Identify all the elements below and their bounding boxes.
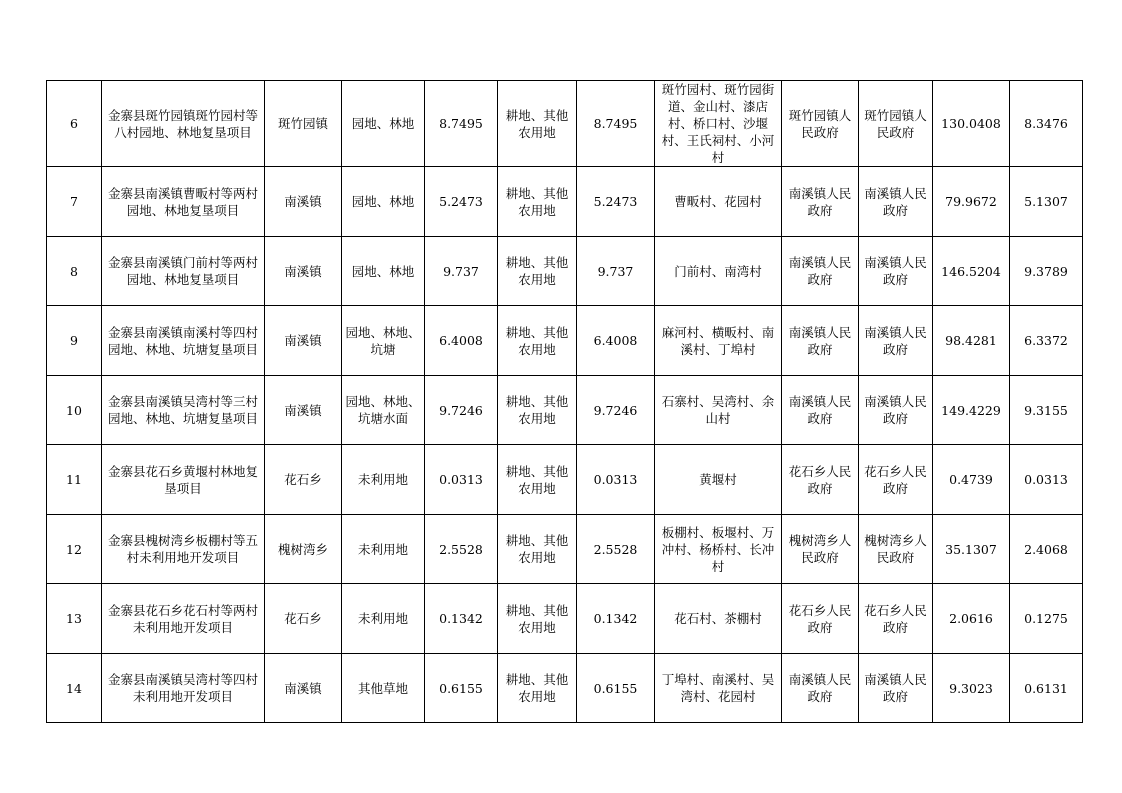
value-b: 5.1307 xyxy=(1010,167,1083,237)
town-name: 南溪镇 xyxy=(265,237,342,306)
value-a: 146.5204 xyxy=(933,237,1010,306)
table-row xyxy=(47,654,1083,723)
area-value: 5.2473 xyxy=(425,167,498,237)
new-land-type: 耕地、其他农用地 xyxy=(498,376,577,445)
land-type: 园地、林地 xyxy=(342,81,425,167)
row-number: 6 xyxy=(47,81,102,167)
new-area-value: 8.7495 xyxy=(577,81,655,167)
row-number: 13 xyxy=(47,584,102,654)
project-name: 金寨县南溪镇吴湾村等三村园地、林地、坑塘复垦项目 xyxy=(102,376,265,445)
value-b: 9.3155 xyxy=(1010,376,1083,445)
table-row xyxy=(47,376,1083,445)
new-area-value: 2.5528 xyxy=(577,515,655,584)
new-land-type: 耕地、其他农用地 xyxy=(498,584,577,654)
village-list: 门前村、南湾村 xyxy=(655,237,782,306)
new-land-type: 耕地、其他农用地 xyxy=(498,515,577,584)
new-area-value: 0.0313 xyxy=(577,445,655,515)
table-row xyxy=(47,81,1083,167)
project-name: 金寨县花石乡花石村等两村未利用地开发项目 xyxy=(102,584,265,654)
responsible-unit: 南溪镇人民政府 xyxy=(782,376,859,445)
table-row xyxy=(47,515,1083,584)
village-list: 麻河村、横畈村、南溪村、丁埠村 xyxy=(655,306,782,376)
value-b: 0.1275 xyxy=(1010,584,1083,654)
table-row xyxy=(47,584,1083,654)
project-name: 金寨县南溪镇门前村等两村园地、林地复垦项目 xyxy=(102,237,265,306)
implementing-unit: 槐树湾乡人民政府 xyxy=(859,515,933,584)
value-b: 9.3789 xyxy=(1010,237,1083,306)
land-type: 其他草地 xyxy=(342,654,425,723)
new-land-type: 耕地、其他农用地 xyxy=(498,445,577,515)
town-name: 南溪镇 xyxy=(265,167,342,237)
project-name: 金寨县南溪镇吴湾村等四村未利用地开发项目 xyxy=(102,654,265,723)
new-land-type: 耕地、其他农用地 xyxy=(498,167,577,237)
area-value: 9.7246 xyxy=(425,376,498,445)
village-list: 斑竹园村、斑竹园街道、金山村、漆店村、桥口村、沙堰村、王氏祠村、小河村 xyxy=(655,81,782,167)
table-row xyxy=(47,445,1083,515)
row-number: 11 xyxy=(47,445,102,515)
new-area-value: 9.737 xyxy=(577,237,655,306)
area-value: 6.4008 xyxy=(425,306,498,376)
responsible-unit: 南溪镇人民政府 xyxy=(782,167,859,237)
row-number: 10 xyxy=(47,376,102,445)
responsible-unit: 槐树湾乡人民政府 xyxy=(782,515,859,584)
town-name: 南溪镇 xyxy=(265,306,342,376)
row-number: 8 xyxy=(47,237,102,306)
new-area-value: 6.4008 xyxy=(577,306,655,376)
table-row xyxy=(47,237,1083,306)
new-area-value: 5.2473 xyxy=(577,167,655,237)
town-name: 花石乡 xyxy=(265,445,342,515)
project-table xyxy=(46,80,1083,723)
new-land-type: 耕地、其他农用地 xyxy=(498,306,577,376)
table-row xyxy=(47,306,1083,376)
value-b: 6.3372 xyxy=(1010,306,1083,376)
land-type: 园地、林地 xyxy=(342,237,425,306)
implementing-unit: 南溪镇人民政府 xyxy=(859,167,933,237)
new-area-value: 9.7246 xyxy=(577,376,655,445)
village-list: 花石村、茶棚村 xyxy=(655,584,782,654)
land-type: 未利用地 xyxy=(342,584,425,654)
value-a: 35.1307 xyxy=(933,515,1010,584)
town-name: 南溪镇 xyxy=(265,654,342,723)
implementing-unit: 南溪镇人民政府 xyxy=(859,306,933,376)
implementing-unit: 花石乡人民政府 xyxy=(859,584,933,654)
value-a: 79.9672 xyxy=(933,167,1010,237)
project-name: 金寨县南溪镇曹畈村等两村园地、林地复垦项目 xyxy=(102,167,265,237)
land-type: 未利用地 xyxy=(342,445,425,515)
village-list: 曹畈村、花园村 xyxy=(655,167,782,237)
project-name: 金寨县斑竹园镇斑竹园村等八村园地、林地复垦项目 xyxy=(102,81,265,167)
implementing-unit: 花石乡人民政府 xyxy=(859,445,933,515)
project-name: 金寨县槐树湾乡板棚村等五村未利用地开发项目 xyxy=(102,515,265,584)
new-land-type: 耕地、其他农用地 xyxy=(498,237,577,306)
implementing-unit: 南溪镇人民政府 xyxy=(859,237,933,306)
project-name: 金寨县花石乡黄堰村林地复垦项目 xyxy=(102,445,265,515)
value-b: 0.6131 xyxy=(1010,654,1083,723)
town-name: 南溪镇 xyxy=(265,376,342,445)
town-name: 斑竹园镇 xyxy=(265,81,342,167)
row-number: 7 xyxy=(47,167,102,237)
project-name: 金寨县南溪镇南溪村等四村园地、林地、坑塘复垦项目 xyxy=(102,306,265,376)
value-a: 98.4281 xyxy=(933,306,1010,376)
value-a: 149.4229 xyxy=(933,376,1010,445)
project-table-sheet xyxy=(46,80,1082,723)
implementing-unit: 南溪镇人民政府 xyxy=(859,654,933,723)
row-number: 12 xyxy=(47,515,102,584)
area-value: 9.737 xyxy=(425,237,498,306)
table-body xyxy=(47,81,1083,723)
row-number: 9 xyxy=(47,306,102,376)
area-value: 0.0313 xyxy=(425,445,498,515)
village-list: 板棚村、板堰村、万冲村、杨桥村、长冲村 xyxy=(655,515,782,584)
land-type: 园地、林地、坑塘 xyxy=(342,306,425,376)
value-a: 2.0616 xyxy=(933,584,1010,654)
town-name: 花石乡 xyxy=(265,584,342,654)
responsible-unit: 南溪镇人民政府 xyxy=(782,654,859,723)
village-list: 丁埠村、南溪村、吴湾村、花园村 xyxy=(655,654,782,723)
responsible-unit: 斑竹园镇人民政府 xyxy=(782,81,859,167)
land-type: 园地、林地、坑塘水面 xyxy=(342,376,425,445)
village-list: 石寨村、吴湾村、余山村 xyxy=(655,376,782,445)
area-value: 0.1342 xyxy=(425,584,498,654)
implementing-unit: 南溪镇人民政府 xyxy=(859,376,933,445)
new-land-type: 耕地、其他农用地 xyxy=(498,654,577,723)
area-value: 2.5528 xyxy=(425,515,498,584)
land-type: 园地、林地 xyxy=(342,167,425,237)
responsible-unit: 南溪镇人民政府 xyxy=(782,237,859,306)
value-a: 0.4739 xyxy=(933,445,1010,515)
area-value: 0.6155 xyxy=(425,654,498,723)
value-b: 8.3476 xyxy=(1010,81,1083,167)
town-name: 槐树湾乡 xyxy=(265,515,342,584)
responsible-unit: 南溪镇人民政府 xyxy=(782,306,859,376)
village-list: 黄堰村 xyxy=(655,445,782,515)
new-land-type: 耕地、其他农用地 xyxy=(498,81,577,167)
table-row xyxy=(47,167,1083,237)
value-a: 130.0408 xyxy=(933,81,1010,167)
land-type: 未利用地 xyxy=(342,515,425,584)
row-number: 14 xyxy=(47,654,102,723)
responsible-unit: 花石乡人民政府 xyxy=(782,445,859,515)
new-area-value: 0.1342 xyxy=(577,584,655,654)
area-value: 8.7495 xyxy=(425,81,498,167)
value-a: 9.3023 xyxy=(933,654,1010,723)
new-area-value: 0.6155 xyxy=(577,654,655,723)
value-b: 2.4068 xyxy=(1010,515,1083,584)
implementing-unit: 斑竹园镇人民政府 xyxy=(859,81,933,167)
value-b: 0.0313 xyxy=(1010,445,1083,515)
responsible-unit: 花石乡人民政府 xyxy=(782,584,859,654)
